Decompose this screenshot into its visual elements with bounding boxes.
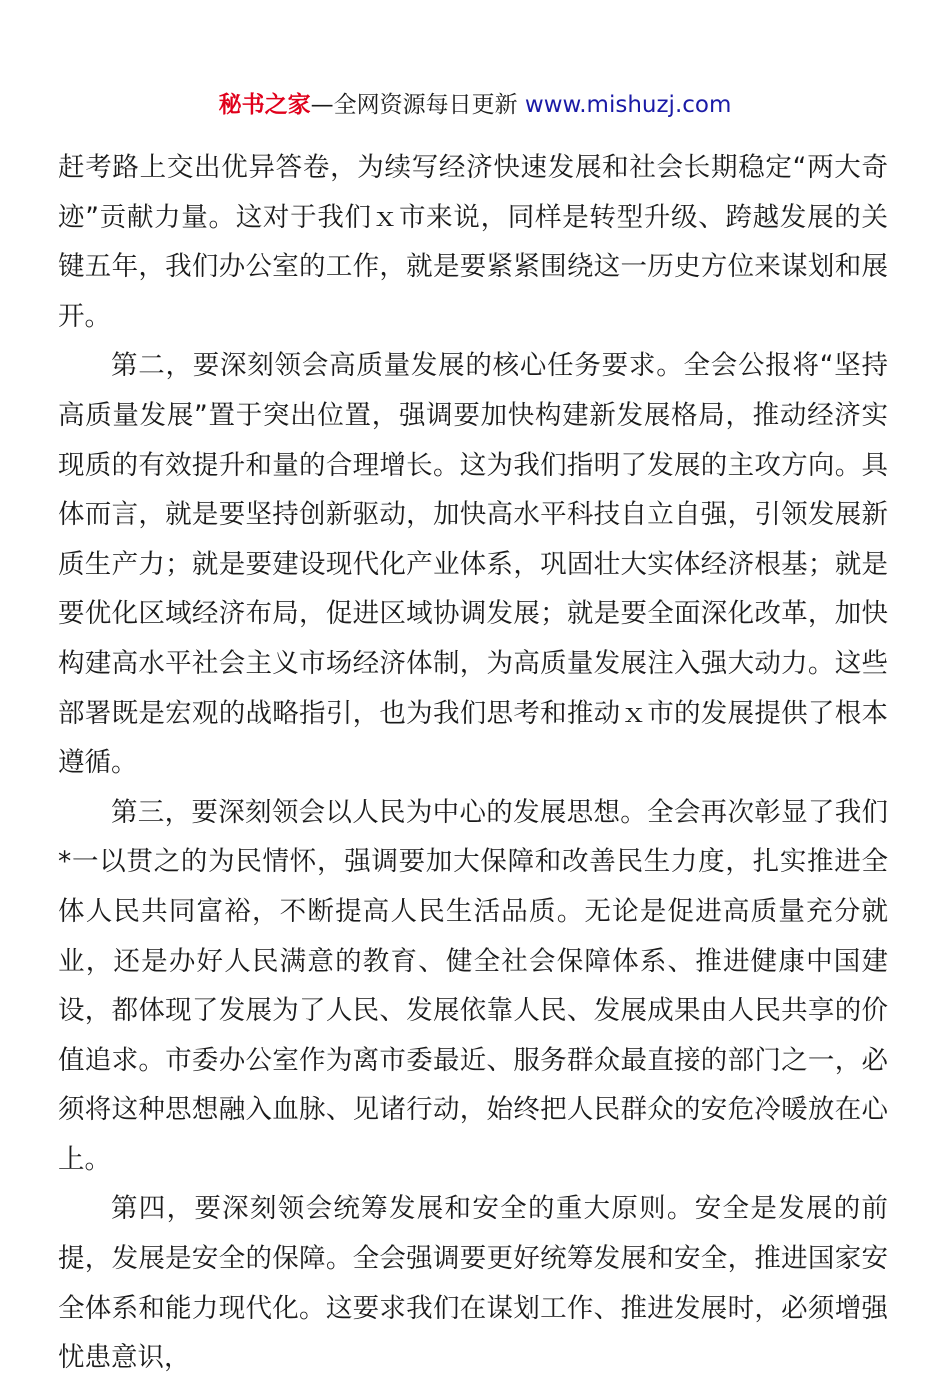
paragraph-third-point: 第三，要深刻领会以人民为中心的发展思想。全会再次彰显了我们*一以贯之的为民情怀，强调要加大保障和改善民生力度，扎实推进全体人民共同富裕，不断提高人民生活品质。无论是促进高质量充分就业，还是办好人民满意的教育、健全社会保障体系、推进健康中国建设，都体现了发展为了人民、发展依靠人民、发展成果由人民共享的价值追求。市委办公室作为离市委最近、服务群众最直接的部门之一，必须将这种思想融入血脉、见诸行动，始终把人民群众的安危冷暖放在心上。: [58, 796, 888, 1175]
header-tagline: —全网资源每日更新: [310, 92, 525, 118]
header-brand: 秘书之家: [218, 92, 311, 118]
page-header: [0, 88, 950, 122]
document-body: [58, 143, 888, 1383]
paragraph-second-point: 第二，要深刻领会高质量发展的核心任务要求。全会公报将“坚持高质量发展”置于突出位置，强调要加快构建新发展格局，推动经济实现质的有效提升和量的合理增长。这为我们指明了发展的主攻方向。具体而言，就是要坚持创新驱动，加快高水平科技自立自强，引领发展新质生产力；就是要建设现代化产业体系，巩固壮大实体经济根基；就是要优化区域经济布局，促进区域协调发展；就是要全面深化改革，加快构建高水平社会主义市场经济体制，为高质量发展注入强大动力。这些部署既是宏观的战略指引，也为我们思考和推动ｘ市的发展提供了根本遵循。: [58, 350, 888, 779]
header-site-link[interactable]: www.mishuzj.com: [524, 92, 732, 118]
paragraph-fourth-point: 第四，要深刻领会统筹发展和安全的重大原则。安全是发展的前提，发展是安全的保障。全会强调要更好统筹发展和安全，推进国家安全体系和能力现代化。这要求我们在谋划工作、推进发展时，必须增强忧患意识，: [58, 1193, 888, 1374]
paragraph-continuation: 赶考路上交出优异答卷，为续写经济快速发展和社会长期稳定“两大奇迹”贡献力量。这对于我们ｘ市来说，同样是转型升级、跨越发展的关键五年，我们办公室的工作，就是要紧紧围绕这一历史方位来谋划和展开。: [58, 152, 888, 332]
